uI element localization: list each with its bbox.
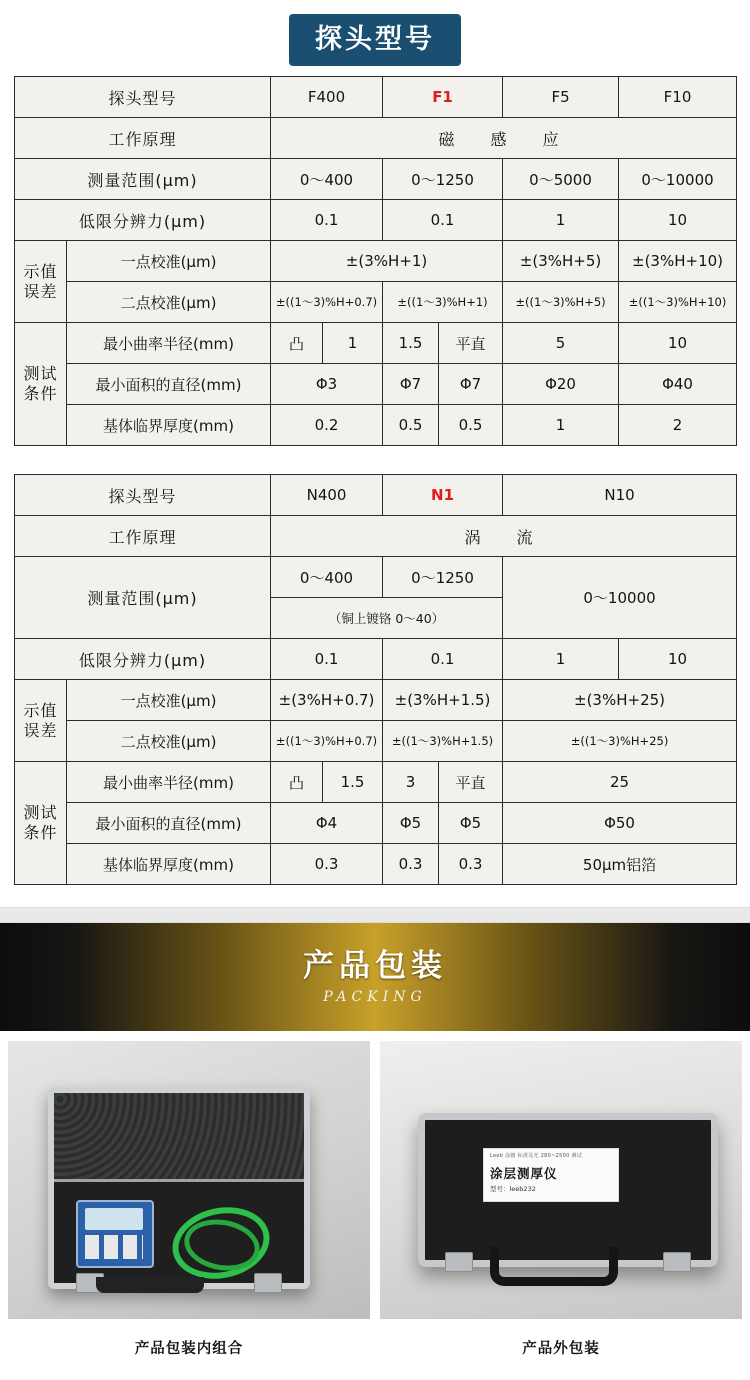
cell-principle-magnetic: 磁 感 应 [271, 118, 737, 159]
row-label-one-point-n: 一点校准(μm) [67, 680, 271, 721]
table-row [15, 762, 737, 803]
cell-f5: F5 [503, 77, 619, 118]
case-interior [54, 1182, 304, 1283]
cell-res-n-mid: 1 [503, 639, 619, 680]
table-row [15, 639, 737, 680]
cell-curv-f10: 10 [619, 323, 737, 364]
cell-thick-f400: 0.2 [271, 405, 383, 446]
cell-onepoint-f5: ±(3%H+5) [503, 241, 619, 282]
case-latch-right [254, 1273, 282, 1293]
cell-n10: N10 [503, 475, 737, 516]
row-label-resolution: 低限分辨力(μm) [15, 200, 271, 241]
cell-thick-f10: 2 [619, 405, 737, 446]
group-label-condition-n: 测试 条件 [15, 762, 67, 885]
cell-curv-flat: 平直 [439, 323, 503, 364]
group-label-error: 示值 误差 [15, 241, 67, 323]
label-product-name: 涂层测厚仪 [490, 1165, 558, 1181]
cell-res-f5: 1 [503, 200, 619, 241]
table-row [15, 77, 737, 118]
table-row [15, 557, 737, 598]
row-label-probe-model-n: 探头型号 [15, 475, 271, 516]
cell-principle-eddy: 涡 流 [271, 516, 737, 557]
case-handle [490, 1247, 618, 1286]
cell-area-flat-n: Φ5 [439, 803, 503, 844]
aluminum-case-closed-icon [418, 1113, 718, 1267]
cell-area-flat: Φ7 [439, 364, 503, 405]
cell-curv-f1: 1.5 [383, 323, 439, 364]
cell-curv-n10: 25 [503, 762, 737, 803]
table-row [15, 200, 737, 241]
cell-range-f1: 0～1250 [383, 159, 503, 200]
cell-onepoint-n400: ±(3%H+0.7) [271, 680, 383, 721]
cell-onepoint-n10: ±(3%H+25) [503, 680, 737, 721]
aluminum-case-open-icon [48, 1087, 310, 1289]
row-label-critical-thickness-n: 基体临界厚度(mm) [67, 844, 271, 885]
cell-range-f5: 0～5000 [503, 159, 619, 200]
group-label-condition: 测试 条件 [15, 323, 67, 446]
cell-range-n1: 0～1250 [383, 557, 503, 598]
table-row [15, 721, 737, 762]
meter-keypad [85, 1235, 143, 1259]
cell-area-n400: Φ4 [271, 803, 383, 844]
group-label-error-n: 示值 误差 [15, 680, 67, 762]
table-row [15, 405, 737, 446]
meter-screen [85, 1208, 143, 1230]
row-label-two-point: 二点校准(μm) [67, 282, 271, 323]
photo-case-open [8, 1041, 370, 1319]
cell-res-n10: 10 [619, 639, 737, 680]
cell-f10: F10 [619, 77, 737, 118]
cell-thick-n10: 50μm铝箔 [503, 844, 737, 885]
section-header [0, 0, 750, 76]
cell-area-n1: Φ5 [383, 803, 439, 844]
cell-curv-n400: 1.5 [323, 762, 383, 803]
section-divider [0, 907, 750, 923]
cell-thick-flat: 0.5 [439, 405, 503, 446]
cell-onepoint-f10: ±(3%H+10) [619, 241, 737, 282]
cell-range-f10: 0～10000 [619, 159, 737, 200]
cell-twopoint-f1: ±((1～3)%H+1) [383, 282, 503, 323]
cell-area-f1: Φ7 [383, 364, 439, 405]
table-row [15, 159, 737, 200]
cell-n400: N400 [271, 475, 383, 516]
label-model-number: 型号：leeb232 [490, 1184, 536, 1193]
cell-area-n10: Φ50 [503, 803, 737, 844]
cell-thick-f5: 1 [503, 405, 619, 446]
cell-curv-convex: 凸 [271, 323, 323, 364]
row-label-one-point: 一点校准(μm) [67, 241, 271, 282]
row-label-critical-thickness: 基体临界厚度(mm) [67, 405, 271, 446]
case-foam-lid [54, 1093, 304, 1182]
packing-photo-row [0, 1031, 750, 1380]
cell-onepoint-f400-f1: ±(3%H+1) [271, 241, 503, 282]
cell-twopoint-n10: ±((1～3)%H+25) [503, 721, 737, 762]
packing-photo-cell-inner [8, 1041, 370, 1380]
cell-range-n10: 0～10000 [503, 557, 737, 639]
cell-twopoint-f5: ±((1～3)%H+5) [503, 282, 619, 323]
table-row [15, 516, 737, 557]
row-label-min-area-n: 最小面积的直径(mm) [67, 803, 271, 844]
cell-thick-f1: 0.5 [383, 405, 439, 446]
table-row [15, 241, 737, 282]
cell-range-f400: 0～400 [271, 159, 383, 200]
spec-table-n-block [0, 474, 750, 885]
row-label-min-area: 最小面积的直径(mm) [67, 364, 271, 405]
cell-range-n400: 0～400 [271, 557, 383, 598]
cell-curv-f400: 1 [323, 323, 383, 364]
table-row [15, 118, 737, 159]
photo-caption-outer: 产品外包装 [522, 1341, 600, 1357]
table-row [15, 282, 737, 323]
row-label-resolution-n: 低限分辨力(μm) [15, 639, 271, 680]
packing-subtitle: PACKING [323, 989, 427, 1006]
row-label-principle-n: 工作原理 [15, 516, 271, 557]
row-label-curvature-n: 最小曲率半径(mm) [67, 762, 271, 803]
table-row [15, 323, 737, 364]
packing-banner [0, 923, 750, 1031]
cell-f1: F1 [383, 77, 503, 118]
packing-title: 产品包装 [303, 947, 447, 984]
cell-res-n1: 0.1 [383, 639, 503, 680]
cell-n1: N1 [383, 475, 503, 516]
cell-f400: F400 [271, 77, 383, 118]
cell-res-f1: 0.1 [383, 200, 503, 241]
table-row [15, 803, 737, 844]
spec-table-n [14, 474, 737, 885]
cell-thick-flat-n: 0.3 [439, 844, 503, 885]
cell-onepoint-n1: ±(3%H+1.5) [383, 680, 503, 721]
cell-range-note: （铜上镀铬 0～40） [271, 598, 503, 639]
photo-caption-inner: 产品包装内组合 [134, 1341, 244, 1357]
cell-twopoint-f10: ±((1～3)%H+10) [619, 282, 737, 323]
row-label-two-point-n: 二点校准(μm) [67, 721, 271, 762]
table-row [15, 844, 737, 885]
cell-twopoint-n1: ±((1～3)%H+1.5) [383, 721, 503, 762]
cell-res-n400: 0.1 [271, 639, 383, 680]
row-label-curvature: 最小曲率半径(mm) [67, 323, 271, 364]
packing-photo-cell-outer [380, 1041, 742, 1380]
cell-twopoint-n400: ±((1～3)%H+0.7) [271, 721, 383, 762]
case-latch-left [445, 1252, 473, 1272]
cell-curv-f5: 5 [503, 323, 619, 364]
spec-table-f [14, 76, 737, 446]
cell-area-f5: Φ20 [503, 364, 619, 405]
cell-curv-n1: 3 [383, 762, 439, 803]
table-spacer [0, 446, 750, 474]
label-top-line: Leeb 涂镀 标准及光 280~2500 测试 [490, 1153, 583, 1159]
row-label-range-n: 测量范围(μm) [15, 557, 271, 639]
section-title-probe-model: 探头型号 [289, 14, 461, 66]
row-label-probe-model: 探头型号 [15, 77, 271, 118]
cell-curv-convex-n: 凸 [271, 762, 323, 803]
cell-res-f10: 10 [619, 200, 737, 241]
cell-res-f400: 0.1 [271, 200, 383, 241]
cell-twopoint-f400: ±((1～3)%H+0.7) [271, 282, 383, 323]
table-row [15, 475, 737, 516]
table-row [15, 364, 737, 405]
cell-curv-flat-n: 平直 [439, 762, 503, 803]
cell-area-f10: Φ40 [619, 364, 737, 405]
row-label-principle: 工作原理 [15, 118, 271, 159]
spec-table-f-block [0, 76, 750, 446]
row-label-range: 测量范围(μm) [15, 159, 271, 200]
cell-thick-n1: 0.3 [383, 844, 439, 885]
cell-area-f400: Φ3 [271, 364, 383, 405]
coating-thickness-meter [76, 1200, 154, 1268]
case-latch-right [663, 1252, 691, 1272]
photo-case-closed [380, 1041, 742, 1319]
table-row [15, 680, 737, 721]
cell-thick-n400: 0.3 [271, 844, 383, 885]
case-handle [96, 1277, 204, 1293]
product-label-sticker [483, 1148, 619, 1202]
